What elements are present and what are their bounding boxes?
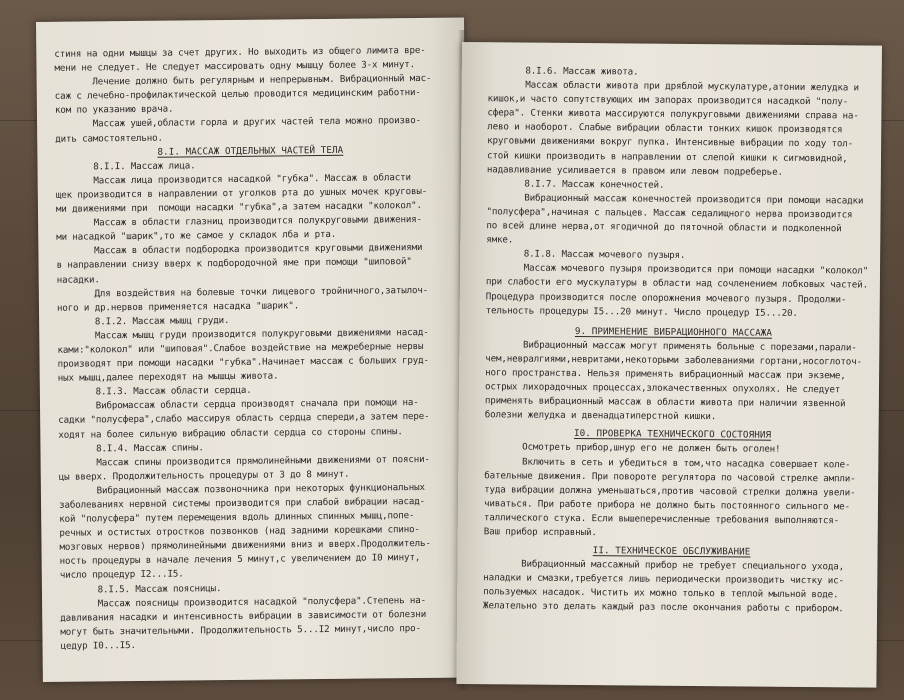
heading-11: II. ТЕХНИЧЕСКОЕ ОБСЛУЖИВАНИЕ [592, 545, 751, 558]
text-line: Ваш прибор исправный. [483, 526, 597, 539]
text-line: ного и др.нервов применяется насадка "шарик". [56, 299, 300, 314]
text-line: в направлении снизу вверх к подбородочной яме при помощи "шиповой" [56, 256, 412, 272]
text-line: Вибрационный массаж могут применять больные с порезами,парали- [485, 338, 857, 354]
text-line: Массаж в области подбородка производится круговыми движениями [56, 242, 423, 258]
right-text-block-10 [484, 441, 861, 543]
text-line: таллического стука. Если вышеперечисленные требования выполняются- [483, 512, 840, 527]
text-line: ность процедуры в начале лечения 5 минут,с увеличением до I0 минут, [59, 552, 421, 568]
text-line: Включить в сеть и убедиться в том,что насадка совершает коле- [484, 455, 851, 470]
text-line: Вибромассаж области сердца производят сначала при помощи на- [57, 397, 419, 413]
text-line: Для воздействия на болевые точки лицевого тройничного,затылоч- [56, 284, 429, 300]
text-line: болезни желудка и двенадцатиперстной кишки. [484, 409, 717, 423]
text-line: садки "полусфера",слабо массируя область сердца спереди,а затем пере- [58, 411, 430, 427]
text-line: 8.I.3. Массаж области сердца. [57, 385, 252, 399]
text-line: производят при помощи насадки "губка".Начинает массаж с больших груд- [57, 354, 429, 370]
text-line: при слабости его мускулатуры в области над сочленением лобковых частей. [485, 276, 869, 291]
text-line: ямке. [486, 234, 514, 246]
text-line: Вибрационный массажный прибор не требует специального ухода, [483, 558, 845, 573]
text-line: 8.I.4. Массаж спины. [58, 441, 204, 455]
heading-10: I0. ПРОВЕРКА ТЕХНИЧЕСКОГО СОСТОЯНИЯ [573, 428, 772, 442]
text-line: надавливание усиливается в правом или левом подреберье. [486, 163, 783, 178]
text-line: пользуемых насадок. Чистить их можно только в теплой мыльной воде. [483, 586, 839, 601]
text-line: Массаж в области глазниц производится полукруговыми движения- [56, 214, 423, 229]
heading-9: 9. ПРИМЕНЕНИЕ ВИБРАЦИОННОГО МАССАЖА [574, 325, 773, 339]
text-line: Вибрационный массаж позвоночника при некоторых функциональных [58, 481, 425, 497]
text-line: 8.I.7. Массаж конечностей. [486, 177, 665, 191]
text-line: применять вибрационный массаж в области живота при наличии язвенной [484, 395, 846, 410]
text-line: кишок,и часто сопутствующих им запорах производится насадкой "полу- [487, 93, 849, 108]
text-line: мозговых нервов) прямолинейными движениями вниз и вверх.Продолжитель- [59, 538, 431, 554]
text-line: острых лихорадочных процессах,злокачественных опухолях. Не следует [484, 381, 841, 396]
right-page [456, 42, 882, 688]
text-line: Массаж лица производится насадкой "губка". Массаж в области [55, 171, 411, 187]
text-line: Массаж области живота при дряблой мускулатуре,атонии желудка и [487, 79, 859, 94]
text-line: Массаж мышц груди производится полукруговыми движениями насад- [57, 326, 429, 342]
text-line: 8.I.I. Массаж лица. [55, 160, 196, 173]
right-text-block-11 [483, 557, 859, 617]
text-line: могут быть значительными. Продолжительность 5...I2 минут,число про- [60, 622, 421, 638]
heading-8-1: 8.I. МАССАЖ ОТДЕЛЬНЫХ ЧАСТЕЙ ТЕЛА [157, 144, 344, 158]
text-line: давливания насадки и интенсивность вибрации в зависимости от болезни [60, 608, 427, 624]
text-line: саж с лечебно-профилактической целью проводится медицинским работни- [54, 87, 421, 103]
text-line: наладки и смазки,требуется лишь периодически производить чистку ис- [483, 572, 844, 587]
text-line: дить самостоятельно. [55, 132, 163, 145]
text-line: Массаж спины производится прямолинейными движениями от поясни- [58, 453, 430, 469]
text-line: число процедур I2...I5. [59, 568, 184, 582]
text-line: ных мышц,далее переходят на мышцы живота. [57, 370, 279, 384]
text-line: ми движениями при помощи насадки "губка",а затем насадки "колокол". [55, 200, 422, 215]
text-line: стой кишки производить в направлении от слепой кишки к сигмовидной, [486, 149, 848, 164]
text-line: "полусфера",начиная с пальцев. Массаж седалищного нерва производится [486, 206, 853, 221]
text-line: тельность процедуры I5...20 минут. Число процедур I5...20. [485, 304, 798, 319]
text-line: бательные движения. При повороте регулятора по часовой стрелке ампли- [484, 469, 856, 485]
text-line: туда вибрации должна уменьшаться,против часовой стрелки должна увели- [484, 483, 856, 499]
text-line: чем,невралгиями,невритами,некоторыми заболеваниями гортани,носоглоточ- [485, 353, 862, 368]
text-line: мени не следует. Не следует массировать одну мышцу более 3-х минут. [54, 59, 416, 74]
text-line: цедур I0...I5. [60, 639, 136, 652]
text-line: речных и остистых отростков позвонков (над задними корешками спино- [59, 524, 420, 539]
text-line: 8.I.8. Массаж мочевого пузыря. [486, 248, 686, 262]
text-line: Процедура производится после опорожнения мочевого пузыря. Продолжи- [485, 290, 847, 305]
text-line: стиня на одни мышцы за счет других. Но выходить из общего лимита вре- [54, 44, 426, 60]
left-text-block-8-1 [55, 156, 450, 653]
left-page [36, 18, 471, 682]
text-line: цы вверх. Продолжительность процедуры от 3 до 8 минут. [58, 468, 350, 483]
text-line: Массаж поясницы производится насадкой "полусфера".Степень на- [60, 594, 427, 610]
text-line: кой "полусфера" путем перемещения вдоль длинных спинных мышц,попе- [59, 510, 415, 525]
text-line: 8.I.6. Массаж живота. [487, 65, 639, 78]
text-line: Осмотреть прибор,шнур его не должен быть оголен! [484, 441, 781, 456]
text-line: чиваться. При работе прибора не должно быть постоянного сильного ме- [483, 498, 850, 513]
text-line: ками:"колокол" или "шиповая".Слабое воздействие на межреберные нервы [57, 340, 424, 356]
right-text-block-8-1-6 [485, 64, 869, 321]
text-line: 8.I.2. Массаж мышц груди. [57, 314, 230, 328]
left-text-block-intro [54, 44, 445, 147]
text-line: щек производится в направлении от уголков рта до ушных мочек круговы- [55, 185, 428, 201]
text-line: Желательно это делать каждый раз после окончания работы с прибором. [483, 600, 844, 615]
text-line: Массаж ушей,области горла и других частей тела можно произво- [55, 115, 422, 131]
text-line: ком по указанию врача. [54, 103, 174, 117]
right-text-block-9 [485, 338, 862, 426]
text-line: по всей длине нерва,от ягодичной до пяточной области и подколенной [486, 220, 842, 235]
text-line: 8.I.5. Массаж поясницы. [59, 582, 222, 596]
text-line: ходят на более сильную вибрацию области сердца со стороны спины. [58, 425, 403, 441]
text-line: Лечение должно быть регулярным и непрерывным. Вибрационный мас- [54, 73, 432, 88]
text-line: круговыми движениями вокруг пупка. Интенсивные вибрации по ходу тол- [487, 135, 854, 150]
text-line: заболеваниях нервной системы производится при слабой вибрации насад- [59, 495, 426, 511]
text-line: сфера". Стенки живота массируются полукруговыми движениями справа на- [487, 107, 859, 122]
text-line: Массаж мочевого пузыря производится при помощи насадки "колокол" [485, 262, 869, 277]
text-line: ми насадкой "шарик",то же самое у складок лба и рта. [56, 229, 337, 244]
text-line: лево и наоборот. Слабые вибрации области тонких кишок производятся [487, 121, 843, 136]
text-line: ного пространства. Нельзя применять вибрационный массаж при экземе, [485, 367, 846, 382]
text-line: Вибрационный массаж конечностей производится при помощи насадки [486, 192, 864, 207]
text-line: насадки. [56, 273, 100, 286]
